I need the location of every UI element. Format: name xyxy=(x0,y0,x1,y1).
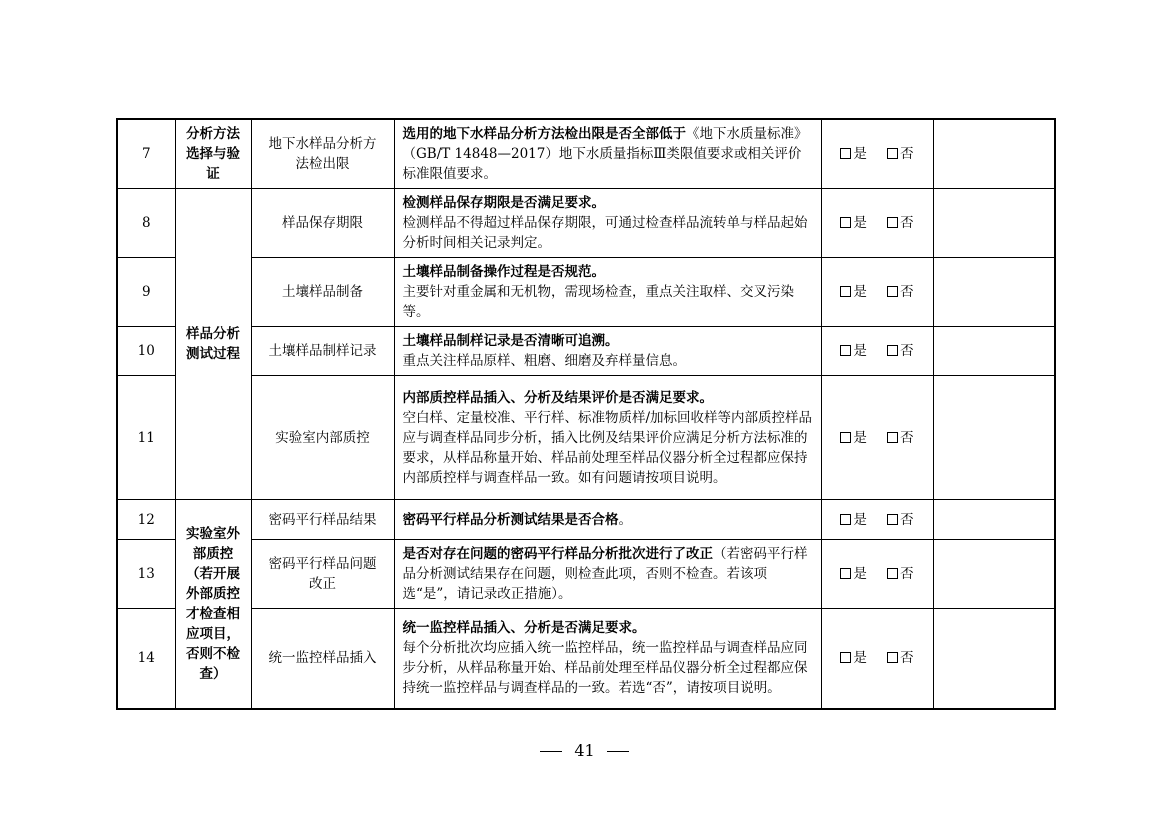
yes-no-cell xyxy=(821,609,933,709)
yes-no-cell xyxy=(821,540,933,609)
checkbox-icon[interactable] xyxy=(840,286,851,297)
yes-label: 是 xyxy=(853,343,867,359)
yes-option[interactable] xyxy=(840,428,867,448)
content-cell xyxy=(394,258,821,327)
no-label: 否 xyxy=(900,650,914,667)
check-detail: 。 xyxy=(618,511,632,528)
checkbox-icon[interactable] xyxy=(840,148,851,159)
content-cell xyxy=(394,189,821,258)
no-option[interactable] xyxy=(887,341,914,361)
yes-no-cell xyxy=(821,119,933,189)
remark-cell[interactable] xyxy=(933,540,1055,609)
remark-cell[interactable] xyxy=(933,376,1055,500)
checkbox-icon[interactable] xyxy=(887,148,898,159)
check-detail: 空白样、定量校准、平行样、标准物质样/加标回收样等内部质控样品应与调查样品同步分析，插入比例及结果评价应满足分析方法标准的要求，从样品称量开始、样品前处理至样品仪器分析全过程都应保持内部质控样与调查样品一致。如有问题请按项目说明。 xyxy=(402,409,813,486)
item-cell: 统一监控样品插入 xyxy=(251,609,394,709)
checkbox-icon[interactable] xyxy=(887,286,898,297)
check-detail: 《地下水质量标准》（GB/T 14848—2017）地下水质量指标Ⅲ类限值要求或相关评价标准限值要求。 xyxy=(402,126,808,182)
no-label: 否 xyxy=(900,284,914,300)
no-label: 否 xyxy=(900,429,914,446)
checkbox-icon[interactable] xyxy=(840,345,851,356)
yes-option[interactable] xyxy=(840,648,867,668)
yes-label: 是 xyxy=(853,650,867,667)
remark-cell[interactable] xyxy=(933,258,1055,327)
row-number: 14 xyxy=(117,609,175,709)
check-question: 内部质控样品插入、分析及结果评价是否满足要求。 xyxy=(402,389,713,406)
checkbox-icon[interactable] xyxy=(887,652,898,663)
content-cell xyxy=(394,609,821,709)
yes-label: 是 xyxy=(853,429,867,446)
table-row xyxy=(117,189,1055,258)
yes-option[interactable] xyxy=(840,144,867,164)
yes-no-cell xyxy=(821,258,933,327)
table-row xyxy=(117,376,1055,500)
checkbox-icon[interactable] xyxy=(840,432,851,443)
check-question: 土壤样品制样记录是否清晰可追溯。 xyxy=(402,333,619,349)
yes-option[interactable] xyxy=(840,213,867,233)
category-cell: 实验室外部质控（若开展外部质控才检查相应项目，否则不检查） xyxy=(175,500,251,709)
table-row xyxy=(117,609,1055,709)
table-row xyxy=(117,327,1055,376)
checkbox-icon[interactable] xyxy=(840,514,851,525)
row-number: 10 xyxy=(117,327,175,376)
checkbox-icon[interactable] xyxy=(887,568,898,579)
content-cell xyxy=(394,119,821,189)
remark-cell[interactable] xyxy=(933,119,1055,189)
no-option[interactable] xyxy=(887,144,914,164)
row-number: 7 xyxy=(117,119,175,189)
yes-label: 是 xyxy=(853,511,867,528)
yes-no-cell xyxy=(821,376,933,500)
content-cell xyxy=(394,500,821,540)
checkbox-icon[interactable] xyxy=(887,432,898,443)
yes-no-cell xyxy=(821,500,933,540)
check-question: 统一监控样品插入、分析是否满足要求。 xyxy=(402,620,646,637)
row-number: 9 xyxy=(117,258,175,327)
row-number: 12 xyxy=(117,500,175,540)
remark-cell[interactable] xyxy=(933,609,1055,709)
check-detail: 主要针对重金属和无机物，需现场检查，重点关注取样、交叉污染等。 xyxy=(402,284,794,320)
check-question: 选用的地下水样品分析方法检出限是否全部低于 xyxy=(402,126,686,142)
footer-dash-left xyxy=(540,751,562,752)
no-label: 否 xyxy=(900,146,914,162)
row-number: 8 xyxy=(117,189,175,258)
check-question: 土壤样品制备操作过程是否规范。 xyxy=(402,264,605,280)
remark-cell[interactable] xyxy=(933,327,1055,376)
no-label: 否 xyxy=(900,511,914,528)
no-label: 否 xyxy=(900,343,914,359)
checklist-table-wrap xyxy=(116,118,1054,710)
item-cell: 地下水样品分析方法检出限 xyxy=(251,119,394,189)
remark-cell[interactable] xyxy=(933,189,1055,258)
checkbox-icon[interactable] xyxy=(840,217,851,228)
checkbox-icon[interactable] xyxy=(840,568,851,579)
content-cell xyxy=(394,376,821,500)
check-detail: 每个分析批次均应插入统一监控样品，统一监控样品与调查样品应同步分析，从样品称量开始、样品前处理至样品仪器分析全过程都应保持统一监控样品与调查样品的一致。若选“否”，请按项目说明。 xyxy=(402,640,808,697)
yes-label: 是 xyxy=(853,146,867,162)
no-option[interactable] xyxy=(887,648,914,668)
yes-label: 是 xyxy=(853,284,867,300)
category-cell: 样品分析测试过程 xyxy=(175,189,251,500)
check-detail: （若密码平行样品分析测试结果存在问题，则检查此项，否则不检查。若该项选“是”，请记录改正措施）。 xyxy=(402,546,808,602)
item-cell: 样品保存期限 xyxy=(251,189,394,258)
item-cell: 实验室内部质控 xyxy=(251,376,394,500)
table-row xyxy=(117,119,1055,189)
checkbox-icon[interactable] xyxy=(887,217,898,228)
page-footer xyxy=(0,741,1169,760)
remark-cell[interactable] xyxy=(933,500,1055,540)
yes-label: 是 xyxy=(853,215,867,231)
table-row xyxy=(117,500,1055,540)
yes-no-cell xyxy=(821,327,933,376)
checkbox-icon[interactable] xyxy=(887,345,898,356)
no-option[interactable] xyxy=(887,428,914,448)
content-cell xyxy=(394,540,821,609)
check-question: 密码平行样品分析测试结果是否合格 xyxy=(402,511,619,528)
check-question: 检测样品保存期限是否满足要求。 xyxy=(402,195,605,211)
no-option[interactable] xyxy=(887,282,914,302)
checklist-table xyxy=(116,118,1056,710)
no-option[interactable] xyxy=(887,213,914,233)
no-option[interactable] xyxy=(887,564,914,584)
no-label: 否 xyxy=(900,566,914,582)
no-label: 否 xyxy=(900,215,914,231)
category-cell: 分析方法选择与验证 xyxy=(175,119,251,189)
content-cell xyxy=(394,327,821,376)
footer-dash-right xyxy=(607,751,629,752)
no-option[interactable] xyxy=(887,510,914,530)
check-detail: 检测样品不得超过样品保存期限，可通过检查样品流转单与样品起始分析时间相关记录判定。 xyxy=(402,215,808,251)
checkbox-icon[interactable] xyxy=(887,514,898,525)
table-row xyxy=(117,258,1055,327)
yes-option[interactable] xyxy=(840,510,867,530)
check-detail: 重点关注样品原样、粗磨、细磨及弃样量信息。 xyxy=(402,353,686,369)
item-cell: 土壤样品制备 xyxy=(251,258,394,327)
yes-option[interactable] xyxy=(840,341,867,361)
item-cell: 密码平行样品结果 xyxy=(251,500,394,540)
row-number: 13 xyxy=(117,540,175,609)
row-number: 11 xyxy=(117,376,175,500)
check-question: 是否对存在问题的密码平行样品分析批次进行了改正 xyxy=(402,546,713,562)
page-number: 41 xyxy=(574,741,595,760)
yes-option[interactable] xyxy=(840,282,867,302)
yes-option[interactable] xyxy=(840,564,867,584)
item-cell: 土壤样品制样记录 xyxy=(251,327,394,376)
item-cell: 密码平行样品问题改正 xyxy=(251,540,394,609)
checkbox-icon[interactable] xyxy=(840,652,851,663)
table-row xyxy=(117,540,1055,609)
yes-label: 是 xyxy=(853,566,867,582)
yes-no-cell xyxy=(821,189,933,258)
